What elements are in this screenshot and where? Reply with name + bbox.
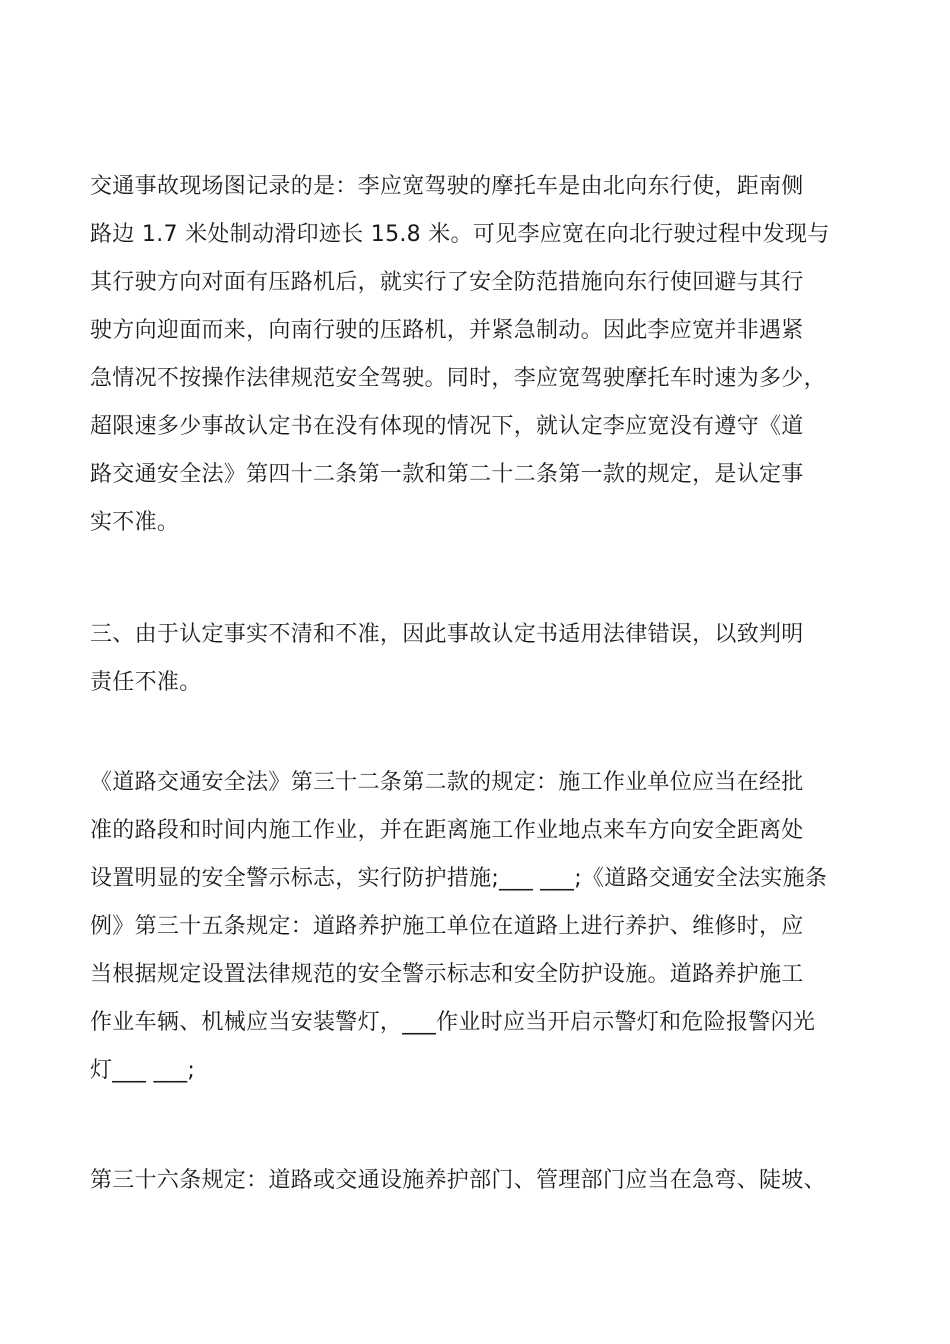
text-line: 路交通安全法》第四十二条第一款和第二十二条第一款的规定，是认定事: [90, 462, 804, 487]
text-line: 例》第三十五条规定：道路养护施工单位在道路上进行养护、维修时，应: [90, 914, 804, 939]
text-line: 急情况不按操作法律规范安全驾驶。同时，李应宽驾驶摩托车时速为多少，: [90, 366, 826, 391]
text-line: 交通事故现场图记录的是：李应宽驾驶的摩托车是由北向东行使，距南侧: [90, 174, 804, 199]
text-line: 三、由于认定事实不清和不准，因此事故认定书适用法律错误，以致判明: [90, 622, 804, 647]
text-line: 第三十六条规定：道路或交通设施养护部门、管理部门应当在急弯、陡坡、: [90, 1168, 826, 1193]
text-line: 作业车辆、机械应当安装警灯，___作业时应当开启示警灯和危险报警闪光: [90, 1010, 816, 1035]
text-line: 《道路交通安全法》第三十二条第二款的规定：施工作业单位应当在经批: [90, 770, 804, 795]
text-line: 设置明显的安全警示标志，实行防护措施;___ ___;《道路交通安全法实施条: [90, 866, 828, 891]
text-line: 超限速多少事故认定书在没有体现的情况下，就认定李应宽没有遵守《道: [90, 414, 804, 439]
text-line: 准的路段和时间内施工作业，并在距离施工作业地点来车方向安全距离处: [90, 818, 804, 843]
paragraph-section-three: [90, 611, 870, 707]
text-line: 实不准。: [90, 510, 180, 535]
text-line: 其行驶方向对面有压路机后，就实行了安全防范措施向东行使回避与其行: [90, 270, 804, 295]
paragraph-law-article-32: [90, 759, 870, 1095]
paragraph-accident-scene-record: [90, 163, 870, 547]
text-line: 责任不准。: [90, 670, 202, 695]
text-line: 驶方向迎面而来，向南行驶的压路机，并紧急制动。因此李应宽并非遇紧: [90, 318, 804, 343]
text-line: 灯___ ___;: [90, 1058, 196, 1083]
text-line: 当根据规定设置法律规范的安全警示标志和安全防护设施。道路养护施工: [90, 962, 804, 987]
text-line: 路边 1.7 米处制动滑印迹长 15.8 米。可见李应宽在向北行驶过程中发现与: [90, 222, 830, 247]
paragraph-article-36: [90, 1157, 870, 1205]
